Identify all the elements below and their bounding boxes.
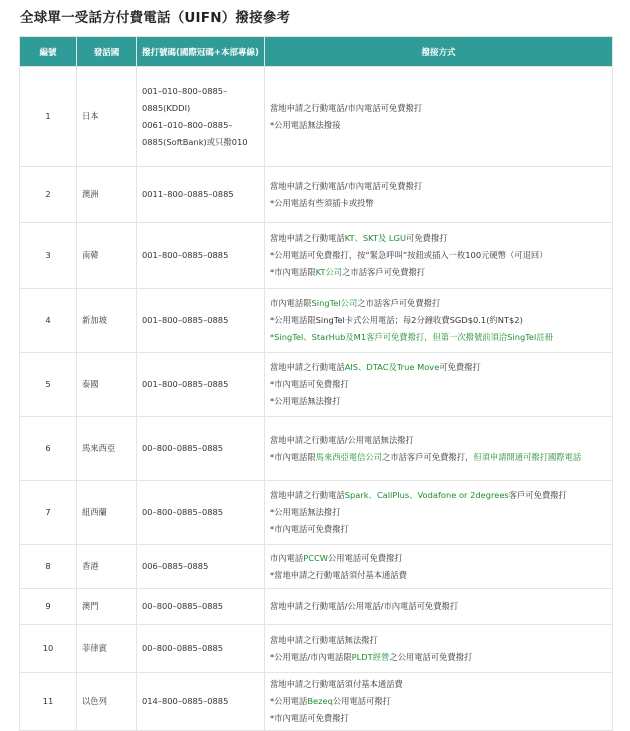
method-text: 之市話客戶可免費撥打	[357, 298, 441, 308]
method-text: 市內電話	[270, 552, 304, 563]
table-row	[20, 545, 613, 589]
method-text: 之市話客戶可免費撥打	[342, 267, 426, 277]
cell-dial-number	[137, 481, 265, 545]
dial-number-text: 00–800–0885–0885	[142, 601, 224, 611]
method-line	[270, 676, 607, 693]
cell-country: 香港	[77, 545, 137, 589]
cell-country: 馬來西亞	[77, 417, 137, 481]
method-line	[270, 521, 607, 538]
method-text: *公用電話/市內電話限	[270, 651, 352, 662]
cell-dial-number	[137, 673, 265, 731]
method-text: 之市話客戶可免費撥打，	[382, 451, 474, 462]
cell-dial-method	[265, 353, 613, 417]
table-row	[20, 353, 613, 417]
table-body	[20, 67, 613, 731]
method-text: 當地申請之行動電話	[270, 362, 345, 372]
cell-number: 1	[20, 67, 77, 167]
table-row	[20, 625, 613, 673]
cell-country: 紐西蘭	[77, 481, 137, 545]
cell-dial-method	[265, 67, 613, 167]
method-line	[270, 230, 607, 247]
cell-dial-number	[137, 223, 265, 289]
method-text: *公用電話無法撥打	[270, 507, 341, 517]
dial-number-text: 001–800–0885–0885	[142, 379, 229, 389]
method-text: *公用電話可免費撥打，按“緊急呼叫”按鈕或插入一枚100元硬幣（可退回）	[270, 250, 548, 260]
cell-dial-number	[137, 167, 265, 223]
dial-number-text: 0061–010–800–0885–0885(SoftBank)或只撥010	[142, 119, 248, 147]
cell-dial-number	[137, 589, 265, 625]
cell-dial-method	[265, 417, 613, 481]
cell-country: 菲律賓	[77, 625, 137, 673]
method-text: *公用電話	[270, 696, 308, 706]
cell-dial-method	[265, 481, 613, 545]
method-text: *市內電話可免費撥打	[270, 379, 349, 389]
cell-country: 南韓	[77, 223, 137, 289]
table-row	[20, 167, 613, 223]
cell-country: 以色列	[77, 673, 137, 731]
carrier-highlight: *SingTel、StarHub及M1客戶可免費撥打，但第一次撥號前須洽SingTel註冊	[270, 332, 553, 342]
dial-number-text: 006–0885–0885	[142, 561, 209, 571]
method-line	[270, 693, 607, 710]
cell-dial-number	[137, 417, 265, 481]
cell-number: 3	[20, 223, 77, 289]
method-text: *公用電話無法撥接	[270, 119, 341, 130]
method-line	[270, 393, 607, 410]
method-text: 當地申請之行動電話/公用電話無法撥打	[270, 434, 414, 445]
carrier-highlight: SingTel公司	[311, 298, 358, 308]
dial-number-text: 00–800–0885–0885	[142, 443, 224, 453]
method-line	[270, 295, 607, 312]
cell-dial-number	[137, 353, 265, 417]
method-text: 當地申請之行動電話/公用電話/市內電話可免費撥打	[270, 601, 459, 611]
method-line	[270, 487, 607, 504]
cell-country: 新加坡	[77, 289, 137, 353]
carrier-highlight: KT公司	[315, 267, 343, 277]
cell-number: 11	[20, 673, 77, 731]
method-line	[270, 312, 607, 329]
carrier-highlight: 但須申請開通可撥打國際電話	[473, 451, 582, 462]
method-text: 公用電話可免費撥打	[328, 552, 403, 563]
cell-dial-number	[137, 289, 265, 353]
method-line	[270, 567, 607, 584]
method-line	[270, 710, 607, 727]
dial-number-text: 014–800–0885–0885	[142, 696, 229, 706]
table-row	[20, 589, 613, 625]
method-text: 可免費撥打	[406, 233, 448, 243]
method-text: *市內電話可免費撥打	[270, 713, 349, 723]
cell-dial-method	[265, 589, 613, 625]
cell-dial-method	[265, 289, 613, 353]
dial-number-text: 0011–800–0885–0885	[142, 189, 234, 199]
cell-country: 澳門	[77, 589, 137, 625]
method-line	[270, 100, 607, 117]
carrier-highlight: Spark、CallPlus、Vodafone or 2degrees	[344, 490, 509, 500]
method-line	[270, 550, 607, 567]
dial-number-text: 00–800–0885–0885	[142, 507, 224, 517]
cell-dial-method	[265, 625, 613, 673]
method-text: 可免費撥打	[439, 362, 481, 372]
carrier-highlight: 馬來西亞電信公司	[315, 451, 383, 462]
method-text: *公用電話有些須插卡或投幣	[270, 197, 374, 208]
method-line	[270, 359, 607, 376]
uifn-dialing-table	[19, 36, 613, 731]
method-line	[270, 376, 607, 393]
page-title: 全球單一受話方付費電話（UIFN）撥接參考	[20, 10, 291, 26]
method-line	[270, 598, 607, 615]
table-header-row	[20, 37, 613, 67]
cell-dial-method	[265, 673, 613, 731]
method-text: *公用電話無法撥打	[270, 396, 341, 406]
method-text: 當地申請之行動電話	[270, 233, 345, 243]
method-text: 之公用電話可免費撥打	[389, 651, 473, 662]
method-text: 當地申請之行動電話無法撥打	[270, 634, 378, 645]
cell-dial-method	[265, 167, 613, 223]
method-text: 當地申請之行動電話	[270, 490, 345, 500]
table-row	[20, 481, 613, 545]
cell-number: 8	[20, 545, 77, 589]
cell-number: 2	[20, 167, 77, 223]
method-line	[270, 504, 607, 521]
method-text: 當地申請之行動電話/市內電話可免費撥打	[270, 180, 423, 191]
table-row	[20, 67, 613, 167]
cell-dial-number	[137, 67, 265, 167]
header-number: 編號	[20, 37, 77, 67]
method-text: 公用電話可撥打	[332, 696, 391, 706]
method-text: *市內電話限	[270, 267, 316, 277]
method-line	[270, 432, 607, 449]
carrier-highlight: AIS、DTAC及True Move	[344, 362, 440, 372]
table-row	[20, 223, 613, 289]
cell-dial-method	[265, 223, 613, 289]
method-text: 市內電話限	[270, 298, 312, 308]
cell-number: 6	[20, 417, 77, 481]
cell-dial-method	[265, 545, 613, 589]
cell-country: 澳洲	[77, 167, 137, 223]
dial-number-text: 001–800–0885–0885	[142, 250, 229, 260]
header-dial-method: 撥接方式	[265, 37, 613, 67]
dial-number-text: 001–010–800–0885–0885(KDDI)	[142, 85, 228, 113]
method-line	[270, 178, 607, 195]
method-line	[270, 117, 607, 134]
cell-number: 9	[20, 589, 77, 625]
cell-number: 4	[20, 289, 77, 353]
dial-number-text: 00–800–0885–0885	[142, 643, 224, 653]
cell-number: 7	[20, 481, 77, 545]
cell-country: 泰國	[77, 353, 137, 417]
method-text: 客戶可免費撥打	[508, 490, 567, 500]
method-line	[270, 449, 607, 466]
method-line	[270, 264, 607, 281]
table-row	[20, 673, 613, 731]
cell-country: 日本	[77, 67, 137, 167]
table-row	[20, 417, 613, 481]
method-text: *公用電話限SingTel卡式公用電話；每2分鐘收費SGD$0.1(約NT$2)	[270, 315, 523, 325]
method-text: 當地申請之行動電話須付基本通話費	[270, 679, 403, 689]
method-line	[270, 329, 607, 346]
header-country: 發話國	[77, 37, 137, 67]
table-row	[20, 289, 613, 353]
header-dial-number: 撥打號碼(國際冠碼+本部專線)	[137, 37, 265, 67]
dial-number-text: 001–800–0885–0885	[142, 315, 229, 325]
cell-number: 5	[20, 353, 77, 417]
method-line	[270, 247, 607, 264]
method-text: *市內電話可免費撥打	[270, 524, 349, 534]
carrier-highlight: PLDT經營	[351, 651, 390, 662]
carrier-highlight: Bezeq	[307, 696, 333, 706]
method-text: *市內電話限	[270, 451, 316, 462]
method-line	[270, 632, 607, 649]
method-text: *當地申請之行動電話須付基本通話費	[270, 569, 407, 580]
method-text: 當地申請之行動電話/市內電話可免費撥打	[270, 102, 423, 113]
carrier-highlight: PCCW	[303, 552, 328, 563]
method-line	[270, 195, 607, 212]
cell-dial-number	[137, 545, 265, 589]
method-line	[270, 649, 607, 666]
carrier-highlight: KT、SKT及 LGU	[344, 233, 407, 243]
cell-number: 10	[20, 625, 77, 673]
cell-dial-number	[137, 625, 265, 673]
